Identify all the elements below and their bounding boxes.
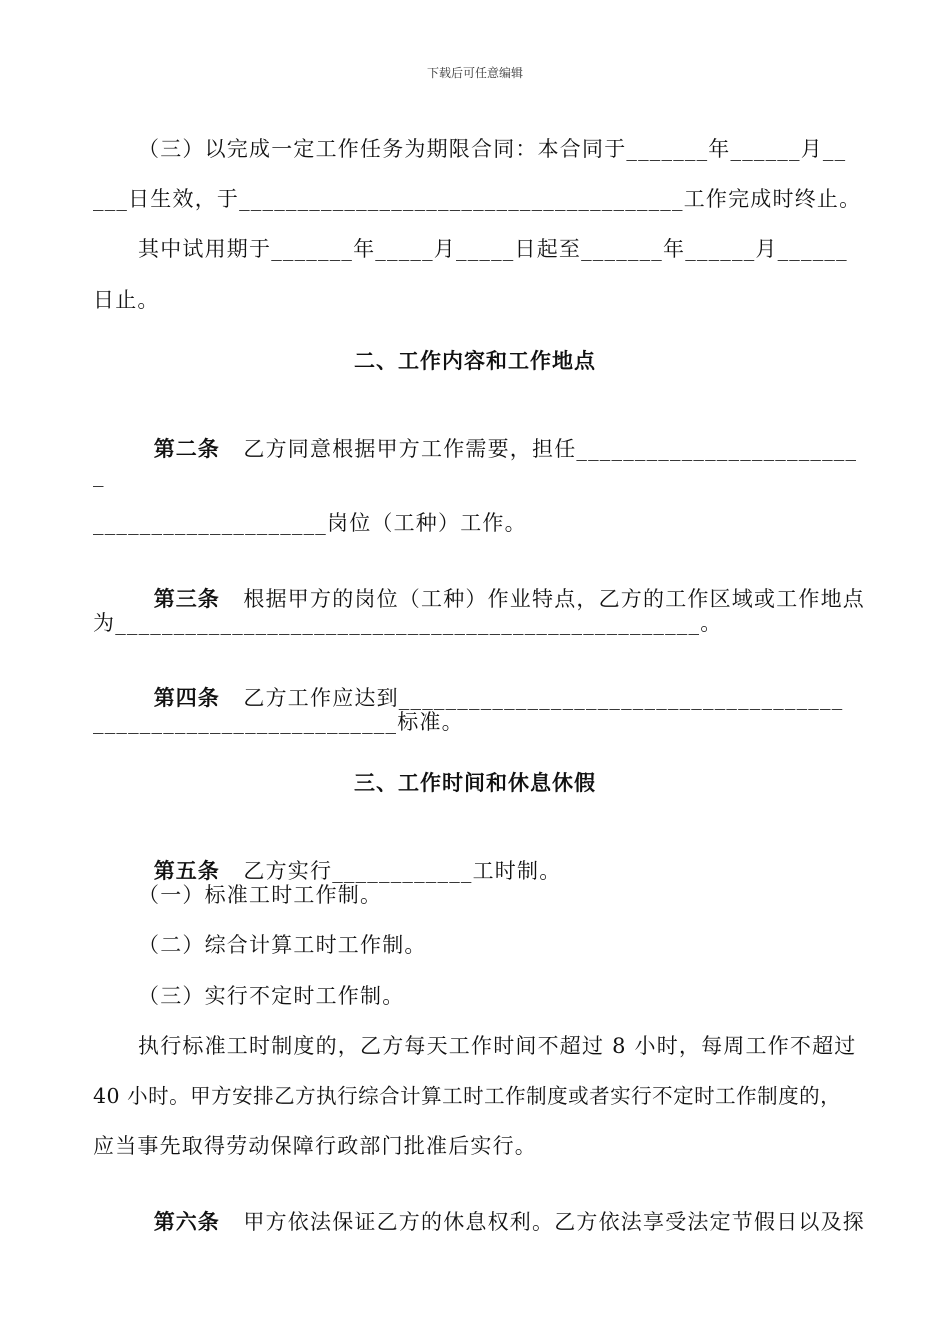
option-3: （三）实行不定时工作制。: [138, 984, 405, 1008]
section-heading-2: 二、工作内容和工作地点: [354, 349, 596, 373]
article-2-label: 第二条: [153, 437, 220, 461]
article-6-label: 第六条: [153, 1210, 220, 1234]
article-3-text: 根据甲方的岗位（工种）作业特点，乙方的工作区域或工作地点: [243, 587, 866, 611]
article-3-label: 第三条: [153, 587, 220, 611]
article-2-cont-1: _: [93, 463, 105, 487]
term-line-3: （三）以完成一定工作任务为期限合同：本合同于_______年______月__: [138, 137, 847, 161]
hours-paragraph-1: 执行标准工时制度的，乙方每天工作时间不超过 8 小时，每周工作不超过: [138, 1034, 857, 1058]
article-5: [138, 832, 561, 884]
page-header-note: 下载后可任意编辑: [426, 66, 523, 80]
article-4-label: 第四条: [153, 686, 220, 710]
article-2: [138, 410, 857, 462]
article-5-label: 第五条: [153, 859, 220, 883]
term-line-3-cont: ___日生效，于______________________________________工作完成时终止。: [93, 187, 862, 211]
article-4-cont: __________________________标准。: [93, 710, 464, 734]
article-2-text: 乙方同意根据甲方工作需要，担任________________________: [243, 437, 858, 461]
article-3-cont: 为__________________________________________________。: [93, 611, 723, 635]
article-4: [138, 659, 843, 711]
article-4-text: 乙方工作应达到______________________________________: [243, 686, 844, 710]
article-6: [138, 1183, 865, 1235]
article-3: [138, 560, 865, 612]
article-6-text: 甲方依法保证乙方的休息权利。乙方依法享受法定节假日以及探: [243, 1210, 866, 1234]
hours-paragraph-2: 40 小时。甲方安排乙方执行综合计算工时工作制度或者实行不定时工作制度的，: [93, 1084, 842, 1108]
option-1: （一）标准工时工作制。: [138, 883, 383, 907]
article-5-text: 乙方实行____________工时制。: [243, 859, 562, 883]
article-2-cont-2: ____________________岗位（工种）工作。: [93, 511, 527, 535]
hours-paragraph-3: 应当事先取得劳动保障行政部门批准后实行。: [93, 1134, 537, 1158]
probation-line: 其中试用期于_______年_____月_____日起至_______年______月______: [138, 237, 848, 261]
option-2: （二）综合计算工时工作制。: [138, 933, 427, 957]
probation-line-cont: 日止。: [93, 288, 160, 312]
section-heading-3: 三、工作时间和休息休假: [354, 771, 596, 795]
